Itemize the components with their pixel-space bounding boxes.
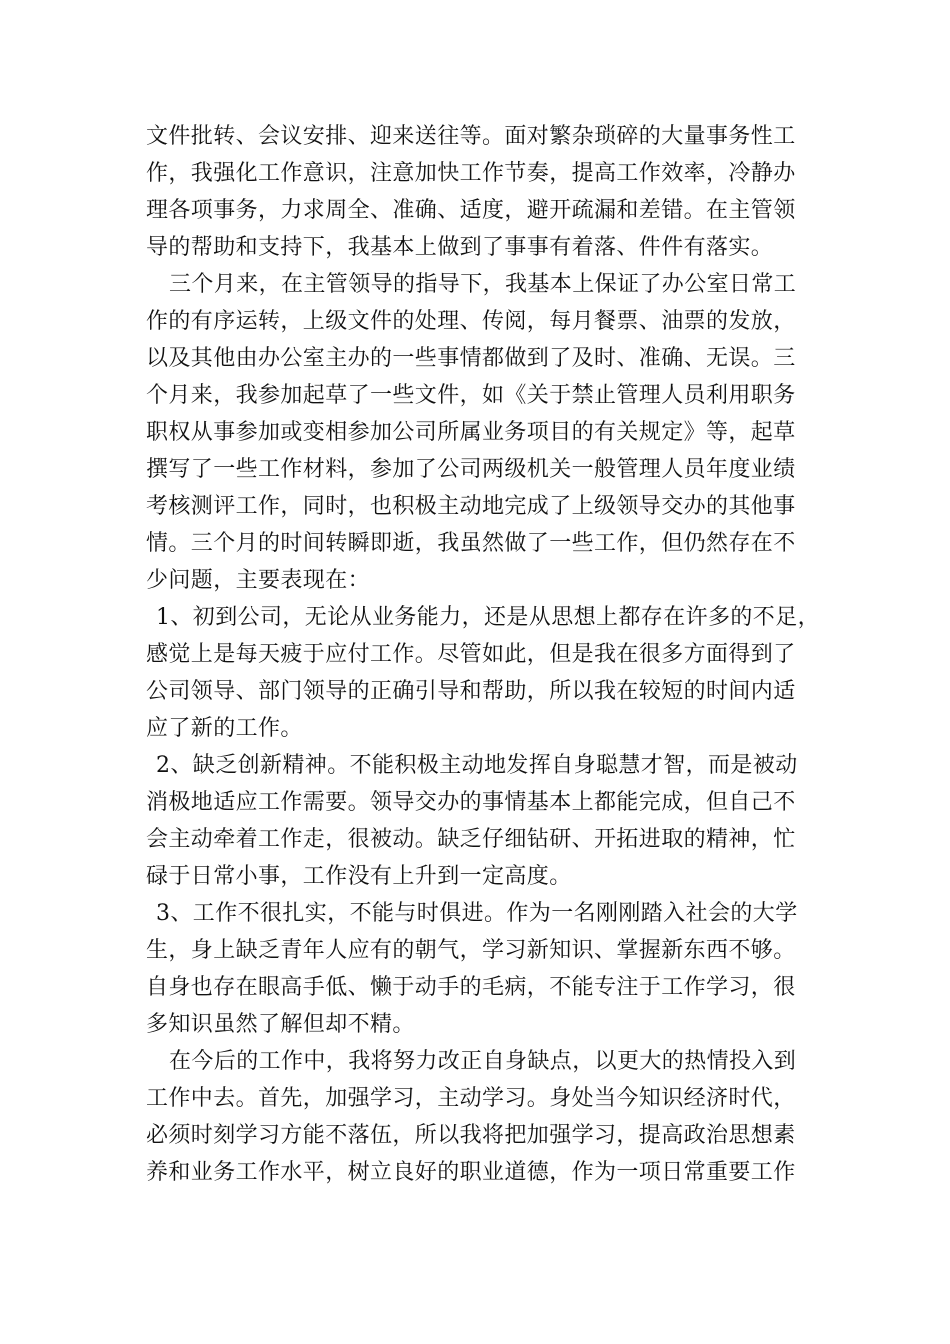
text-line: 考核测评工作，同时，也积极主动地完成了上级领导交办的其他事 — [146, 494, 796, 519]
paragraph — [146, 747, 826, 895]
text-line: 1、初到公司，无论从业务能力，还是从思想上都存在许多的不足， — [156, 605, 820, 630]
text-line: 理各项事务，力求周全、准确、适度，避开疏漏和差错。在主管领 — [146, 198, 796, 223]
text-line: 作，我强化工作意识，注意加快工作节奏，提高工作效率，冷静办 — [146, 161, 796, 186]
document-body — [146, 118, 826, 1191]
text-line: 以及其他由办公室主办的一些事情都做到了及时、准确、无误。三 — [146, 346, 796, 371]
text-line: 三个月来，在主管领导的指导下，我基本上保证了办公室日常工 — [169, 272, 797, 297]
paragraph — [146, 266, 826, 599]
paragraph — [146, 1043, 826, 1191]
text-line: 必须时刻学习方能不落伍，所以我将把加强学习，提高政治思想素 — [146, 1123, 796, 1148]
text-line: 工作中去。首先，加强学习，主动学习。身处当今知识经济时代， — [146, 1086, 796, 1111]
text-line: 情。三个月的时间转瞬即逝，我虽然做了一些工作，但仍然存在不 — [146, 531, 796, 556]
paragraph — [146, 118, 826, 266]
text-line: 感觉上是每天疲于应付工作。尽管如此，但是我在很多方面得到了 — [146, 642, 796, 667]
text-line: 文件批转、会议安排、迎来送往等。面对繁杂琐碎的大量事务性工 — [146, 124, 796, 149]
text-line: 公司领导、部门领导的正确引导和帮助，所以我在较短的时间内适 — [146, 679, 796, 704]
text-line: 职权从事参加或变相参加公司所属业务项目的有关规定》等，起草 — [146, 420, 796, 445]
text-line: 撰写了一些工作材料，参加了公司两级机关一般管理人员年度业绩 — [146, 457, 796, 482]
text-line: 在今后的工作中，我将努力改正自身缺点，以更大的热情投入到 — [169, 1049, 797, 1074]
text-line: 应了新的工作。 — [146, 716, 303, 741]
text-line: 碌于日常小事，工作没有上升到一定高度。 — [146, 864, 572, 889]
text-line: 多知识虽然了解但却不精。 — [146, 1012, 415, 1037]
text-line: 生，身上缺乏青年人应有的朝气，学习新知识、掌握新东西不够。 — [146, 938, 796, 963]
text-line: 养和业务工作水平，树立良好的职业道德，作为一项日常重要工作 — [146, 1160, 796, 1185]
text-line: 自身也存在眼高手低、懒于动手的毛病，不能专注于工作学习，很 — [146, 975, 796, 1000]
text-line: 个月来，我参加起草了一些文件，如《关于禁止管理人员利用职务 — [146, 383, 796, 408]
text-line: 消极地适应工作需要。领导交办的事情基本上都能完成，但自己不 — [146, 790, 796, 815]
text-line: 少问题，主要表现在： — [146, 568, 371, 593]
text-line: 会主动牵着工作走，很被动。缺乏仔细钻研、开拓进取的精神，忙 — [146, 827, 796, 852]
text-line: 2、缺乏创新精神。不能积极主动地发挥自身聪慧才智，而是被动 — [156, 753, 798, 778]
text-line: 3、工作不很扎实，不能与时俱进。作为一名刚刚踏入社会的大学 — [156, 901, 798, 926]
paragraph — [146, 599, 826, 747]
paragraph — [146, 895, 826, 1043]
text-line: 作的有序运转，上级文件的处理、传阅，每月餐票、油票的发放， — [146, 309, 796, 334]
text-line: 导的帮助和支持下，我基本上做到了事事有着落、件件有落实。 — [146, 235, 774, 260]
